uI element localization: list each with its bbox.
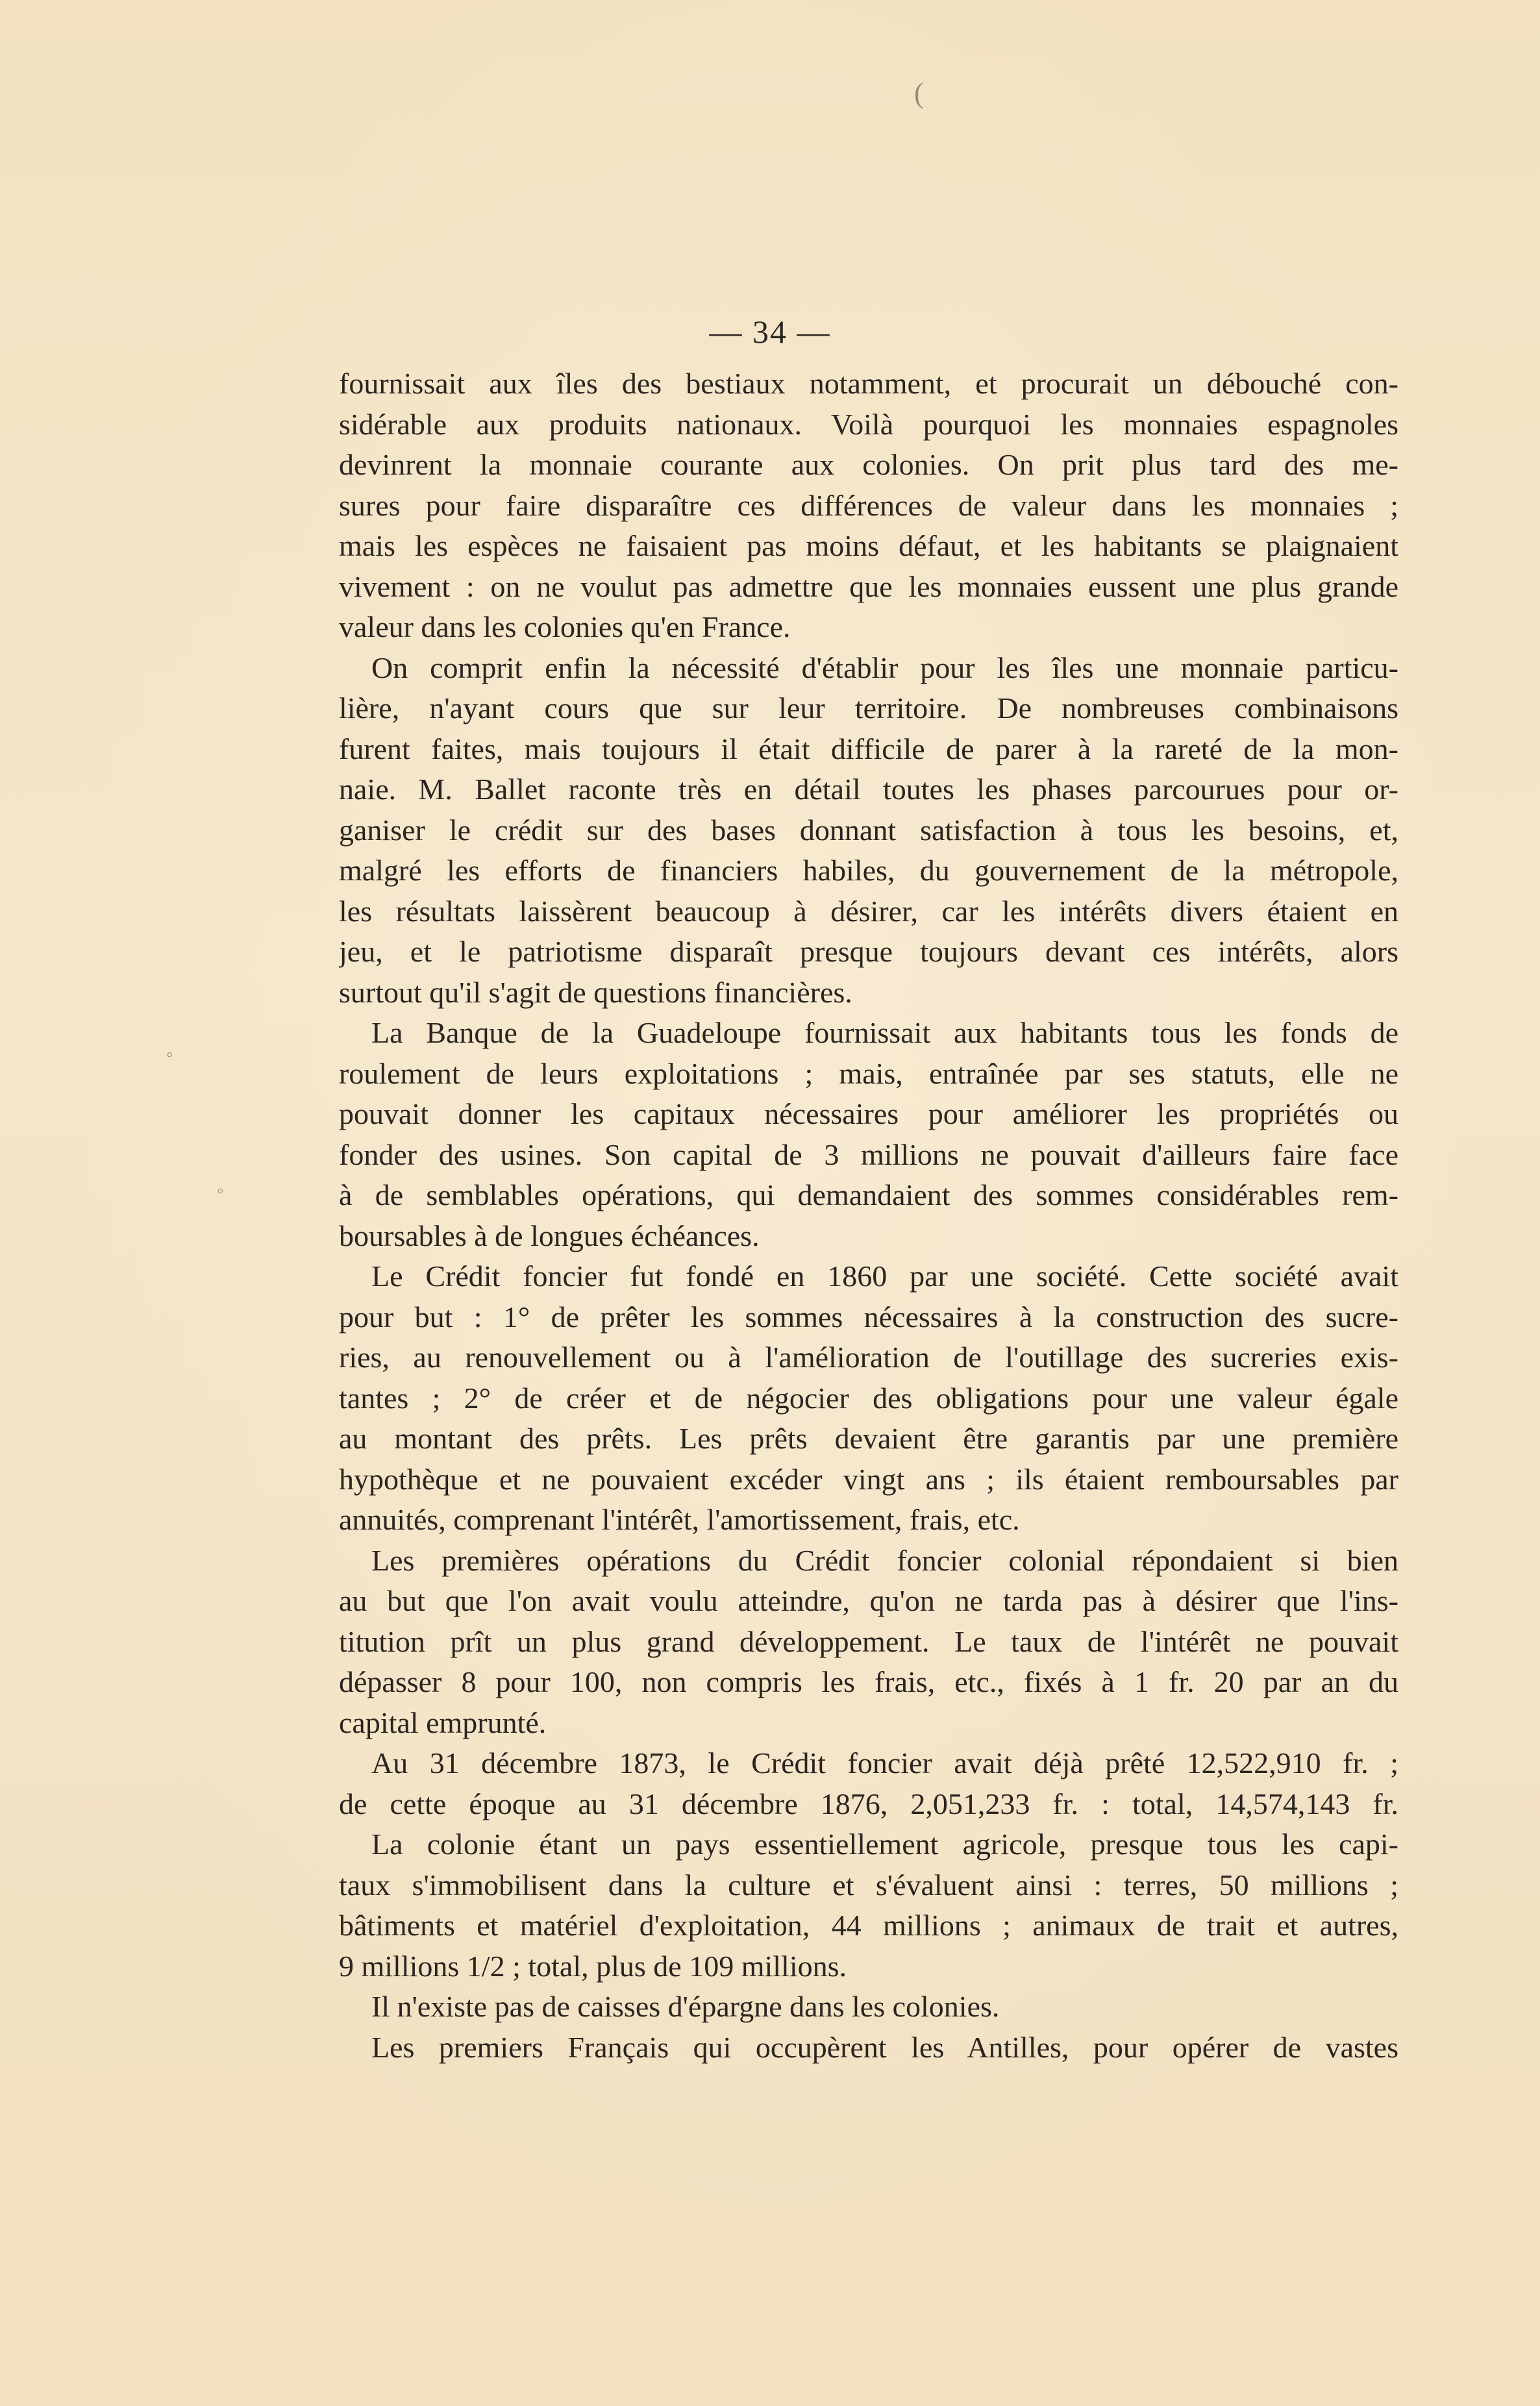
text-line: pouvait donner les capitaux nécessaires pour améliorer les propriétés ou	[339, 1097, 1398, 1130]
text-line: titution prît un plus grand développement. Le taux de l'intérêt ne pouvait	[339, 1624, 1398, 1658]
margin-mark-1: ◦	[166, 1044, 173, 1065]
text-line: tantes ; 2° de créer et de négocier des obligations pour une valeur égale	[339, 1381, 1398, 1415]
text-line: dépasser 8 pour 100, non compris les frais, etc., fixés à 1 fr. 20 par an du	[339, 1665, 1398, 1698]
text-line: capital emprunté.	[339, 1705, 547, 1739]
text-line: sures pour faire disparaître ces différences de valeur dans les monnaies ;	[339, 488, 1398, 522]
body-text	[339, 364, 1398, 2068]
text-line: furent faites, mais toujours il était difficile de parer à la rareté de la mon-	[339, 732, 1398, 765]
text-line: Il n'existe pas de caisses d'épargne dans les colonies.	[371, 1990, 1000, 2023]
text-line: roulement de leurs exploitations ; mais, entraînée par ses statuts, elle ne	[339, 1056, 1398, 1090]
text-line: hypothèque et ne pouvaient excéder vingt ans ; ils étaient remboursables par	[339, 1462, 1398, 1496]
text-line: lière, n'ayant cours que sur leur territoire. De nombreuses combinaisons	[339, 691, 1398, 725]
text-line: au montant des prêts. Les prêts devaient être garantis par une première	[339, 1422, 1398, 1455]
text-line: La Banque de la Guadeloupe fournissait aux habitants tous les fonds de	[371, 1016, 1398, 1049]
text-line: ganiser le crédit sur des bases donnant satisfaction à tous les besoins, et,	[339, 813, 1398, 847]
margin-mark-2: ◦	[217, 1180, 224, 1202]
text-line: de cette époque au 31 décembre 1876, 2,051,233 fr. : total, 14,574,143 fr.	[339, 1787, 1398, 1820]
page-number: — 34 —	[709, 314, 831, 350]
text-line: La colonie étant un pays essentiellement agricole, presque tous les capi-	[371, 1828, 1398, 1861]
text-line: malgré les efforts de financiers habiles, du gouvernement de la métropole,	[339, 854, 1398, 887]
text-line: Les premières opérations du Crédit foncier colonial répondaient si bien	[371, 1543, 1398, 1577]
text-line: annuités, comprenant l'intérêt, l'amortissement, frais, etc.	[339, 1503, 1020, 1536]
text-line: au but que l'on avait voulu atteindre, qu'on ne tarda pas à désirer que l'ins-	[339, 1584, 1398, 1617]
text-line: à de semblables opérations, qui demandaient des sommes considérables rem-	[339, 1178, 1398, 1211]
text-line: pour but : 1° de prêter les sommes nécessaires à la construction des sucre-	[339, 1300, 1398, 1333]
text-line: surtout qu'il s'agit de questions financières.	[339, 975, 852, 1009]
text-line: naie. M. Ballet raconte très en détail toutes les phases parcourues pour or-	[339, 773, 1398, 806]
text-line: 9 millions 1/2 ; total, plus de 109 millions.	[339, 1949, 847, 1983]
text-line: fonder des usines. Son capital de 3 millions ne pouvait d'ailleurs faire face	[339, 1137, 1398, 1171]
text-line: sidérable aux produits nationaux. Voilà pourquoi les monnaies espagnoles	[339, 407, 1398, 441]
text-line: mais les espèces ne faisaient pas moins défaut, et les habitants se plaignaient	[339, 529, 1398, 562]
text-line: ries, au renouvellement ou à l'amélioration de l'outillage des sucreries exis-	[339, 1341, 1398, 1374]
text-line: jeu, et le patriotisme disparaît presque toujours devant ces intérêts, alors	[339, 935, 1398, 968]
top-pencil-mark: (	[914, 77, 924, 109]
text-line: On comprit enfin la nécessité d'établir pour les îles une monnaie particu-	[371, 651, 1398, 684]
text-line: les résultats laissèrent beaucoup à désirer, car les intérêts divers étaient en	[339, 894, 1398, 928]
text-line: Le Crédit foncier fut fondé en 1860 par une société. Cette société avait	[371, 1259, 1398, 1293]
text-line: devinrent la monnaie courante aux colonies. On prit plus tard des me-	[339, 448, 1398, 481]
text-line: taux s'immobilisent dans la culture et s'évaluent ainsi : terres, 50 millions ;	[339, 1868, 1398, 1902]
text-line: vivement : on ne voulut pas admettre que les monnaies eussent une plus grande	[339, 569, 1398, 603]
text-line: boursables à de longues échéances.	[339, 1219, 760, 1252]
text-line: Au 31 décembre 1873, le Crédit foncier avait déjà prêté 12,522,910 fr. ;	[371, 1746, 1398, 1780]
text-line: valeur dans les colonies qu'en France.	[339, 610, 791, 643]
text-line: bâtiments et matériel d'exploitation, 44 millions ; animaux de trait et autres,	[339, 1909, 1398, 1942]
text-line: Les premiers Français qui occupèrent les Antilles, pour opérer de vastes	[371, 2030, 1398, 2064]
text-line: fournissait aux îles des bestiaux notamment, et procurait un débouché con-	[339, 367, 1398, 400]
